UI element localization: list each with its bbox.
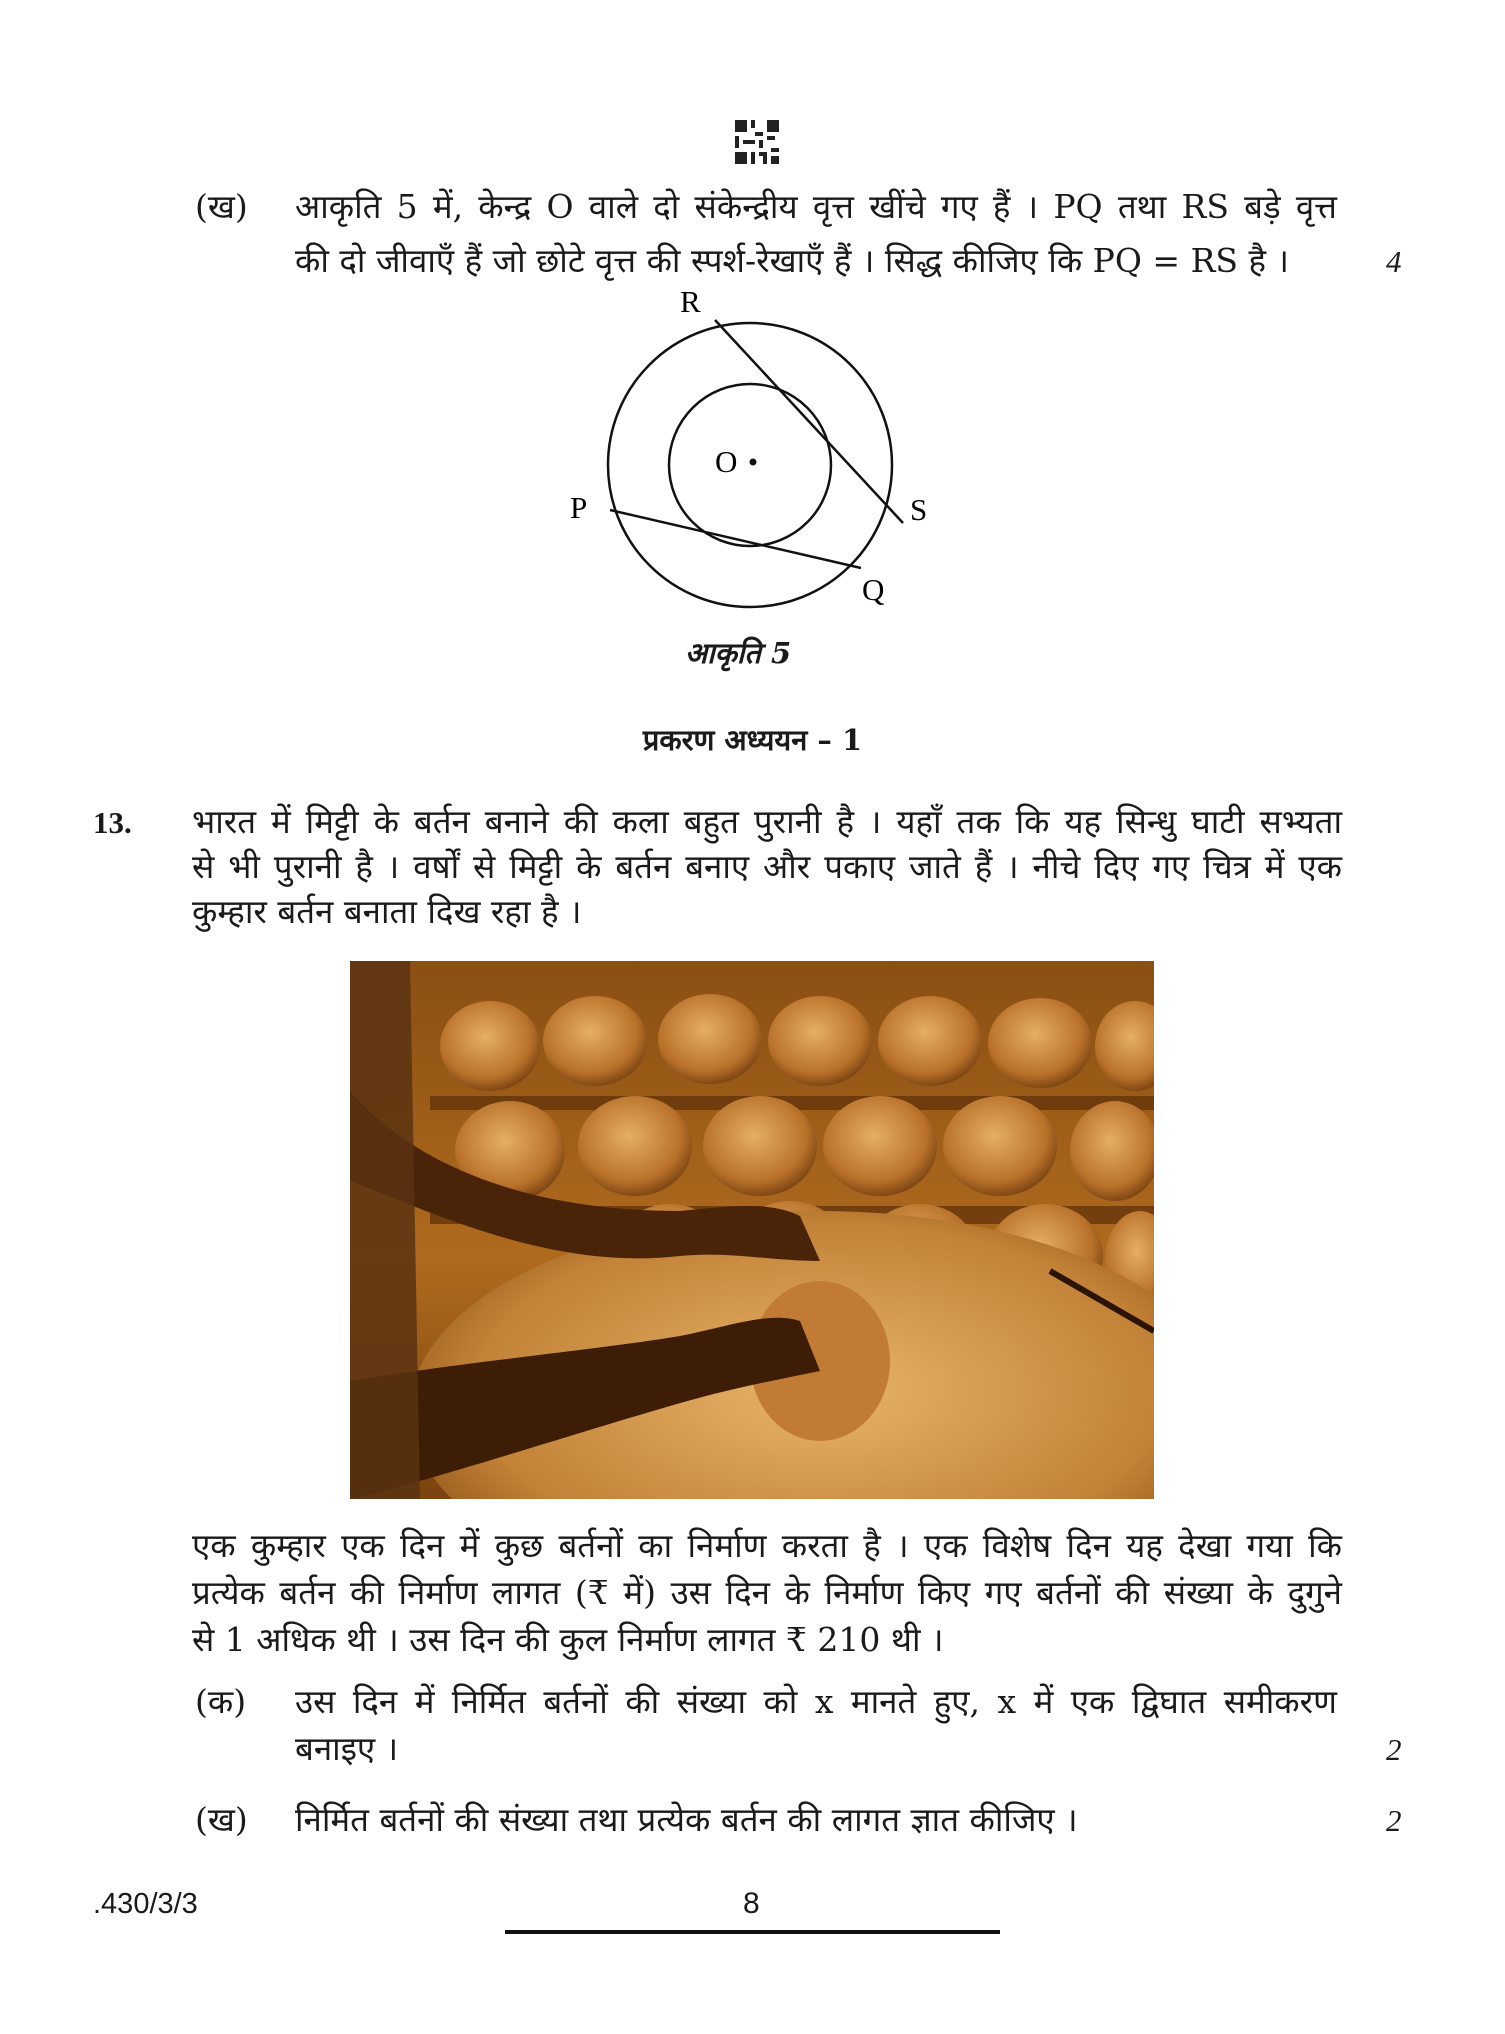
part-b-marks: 2 bbox=[1386, 1803, 1402, 1838]
intro-line-3: कुम्हार बर्तन बनाता दिख रहा है । bbox=[192, 892, 582, 931]
potter-photo bbox=[350, 961, 1154, 1499]
inner-circle bbox=[669, 384, 831, 546]
intro-line-1: भारत में मिट्टी के बर्तन बनाने की कला बहुत पुरानी है । यहाँ तक कि यह सिन्धु घाटी सभ्यता bbox=[192, 802, 1342, 841]
figure-caption: आकृति 5 bbox=[685, 636, 792, 670]
intro-line-2: से भी पुरानी है । वर्षों से मिट्टी के बर्तन बनाए और पकाए जाते हैं । नीचे दिए गए चित्र में एक bbox=[192, 847, 1342, 886]
qr-code-icon bbox=[735, 120, 779, 164]
part-a-label: (क) bbox=[195, 1682, 247, 1721]
label-r: R bbox=[680, 285, 701, 319]
q12b-marks: 4 bbox=[1386, 244, 1402, 279]
case-study-heading: प्रकरण अध्ययन – 1 bbox=[642, 723, 863, 757]
footer-rule bbox=[505, 1930, 1000, 1934]
part-a-marks: 2 bbox=[1386, 1732, 1402, 1767]
part-b-label: (ख) bbox=[195, 1800, 248, 1839]
part-a-line1: उस दिन में निर्मित बर्तनों की संख्या को x मानते हुए, x में एक द्विघात समीकरण bbox=[295, 1682, 1337, 1721]
page-number: 8 bbox=[743, 1887, 760, 1920]
q12b-line2: की दो जीवाएँ हैं जो छोटे वृत्त की स्पर्श-रेखाएँ हैं । सिद्ध कीजिए कि PQ = RS है । bbox=[295, 241, 1290, 280]
chord-pq bbox=[610, 510, 861, 568]
body-line-2: प्रत्येक बर्तन की निर्माण लागत (₹ में) उस दिन के निर्माण किए गए बर्तनों की संख्या के दुगुने bbox=[192, 1573, 1342, 1612]
question-number: 13. bbox=[93, 805, 132, 840]
label-q: Q bbox=[862, 572, 885, 607]
part-b-text: निर्मित बर्तनों की संख्या तथा प्रत्येक बर्तन की लागत ज्ञात कीजिए । bbox=[295, 1800, 1078, 1839]
figure-5-diagram bbox=[560, 285, 960, 670]
chord-rs bbox=[715, 320, 903, 523]
paper-code: .430/3/3 bbox=[93, 1888, 198, 1920]
body-line-1: एक कुम्हार एक दिन में कुछ बर्तनों का निर्माण करता है । एक विशेष दिन यह देखा गया कि bbox=[192, 1526, 1342, 1565]
part-a-line2: बनाइए । bbox=[295, 1729, 399, 1768]
body-line-3: से 1 अधिक थी । उस दिन की कुल निर्माण लागत ₹ 210 थी । bbox=[192, 1620, 944, 1659]
label-s: S bbox=[910, 492, 928, 527]
q12b-line1: आकृति 5 में, केन्द्र O वाले दो संकेन्द्रीय वृत्त खींचे गए हैं । PQ तथा RS बड़े वृत्त bbox=[295, 187, 1337, 226]
centre-point bbox=[750, 459, 757, 466]
label-p: P bbox=[570, 490, 588, 525]
label-o: O bbox=[715, 444, 738, 479]
q12b-label: (ख) bbox=[195, 187, 248, 226]
